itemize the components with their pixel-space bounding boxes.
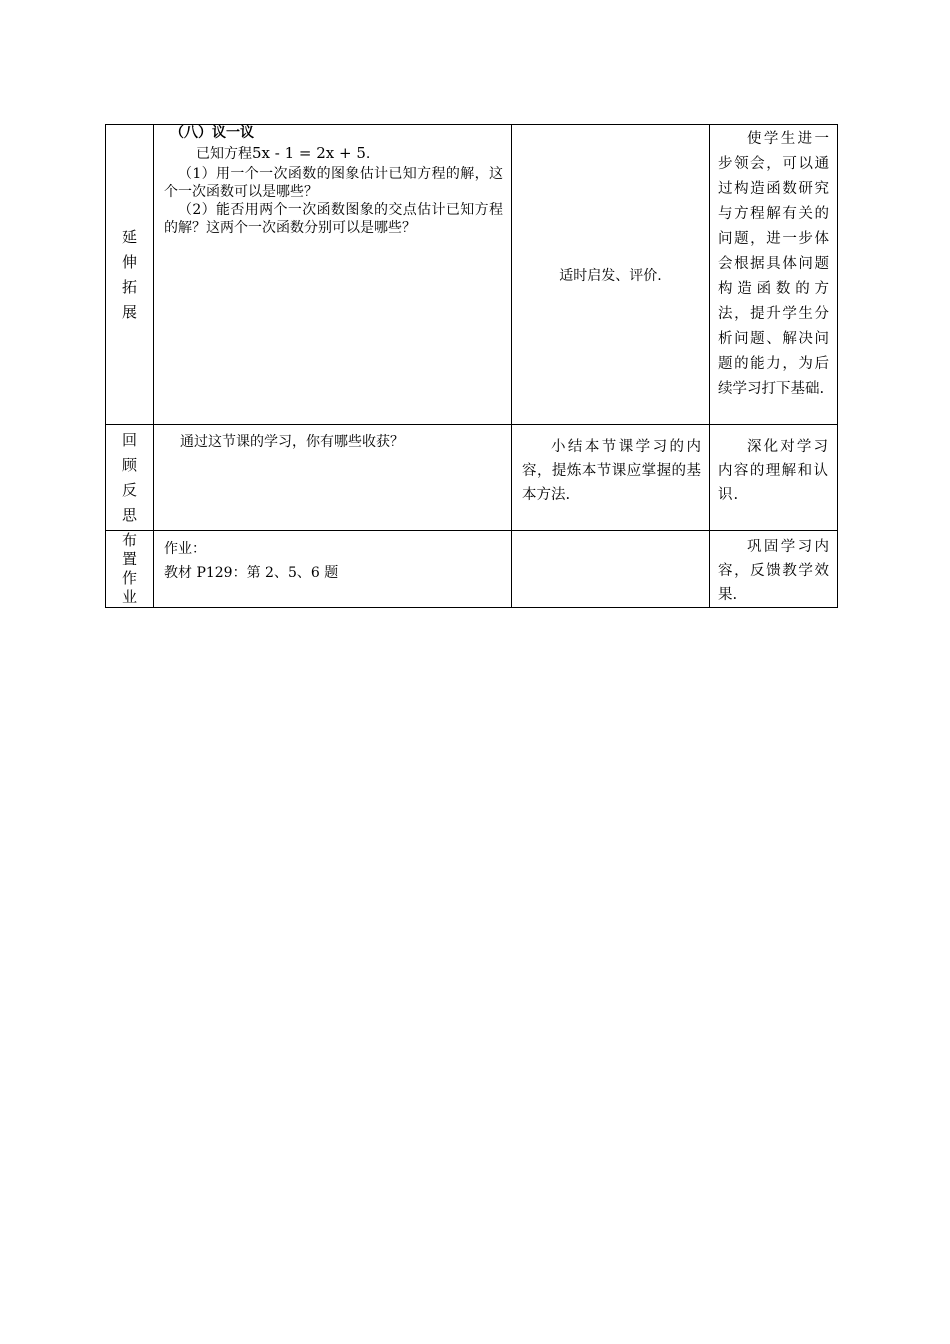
equation-suffix: . <box>365 146 371 162</box>
design-purpose-extension: 使学生进一步领会，可以通过构造函数研究与方程解有关的问题，进一步体会根据具体问题构造函数的方法，提升学生分析问题、解决问题的能力，为后续学习打下基础. <box>710 125 838 425</box>
stage-char: 回 <box>121 430 137 449</box>
stage-char: 顾 <box>121 455 137 474</box>
equation: 5x - 1 = 2x + 5 <box>252 144 366 162</box>
homework-detail: 教材 P129：第 2、5、6 题 <box>164 565 339 581</box>
stage-char: 作 <box>121 569 137 587</box>
design-purpose-review: 深化对学习内容的理解和认识. <box>710 425 838 531</box>
equation-line <box>164 142 503 165</box>
teacher-activity-homework <box>512 531 710 608</box>
table-row-homework <box>106 531 838 608</box>
section-heading: （八）议一议 <box>170 125 254 141</box>
content-cell-extension <box>154 125 512 425</box>
stage-cell-homework <box>106 531 154 608</box>
stage-char: 反 <box>121 480 137 499</box>
stage-char: 思 <box>121 505 137 524</box>
homework-label: 作业： <box>164 541 206 557</box>
table-row-extension <box>106 125 838 425</box>
question-2: （2）能否用两个一次函数图象的交点估计已知方程的解？这两个一次函数分别可以是哪些？ <box>164 202 503 236</box>
stage-char: 展 <box>121 302 137 321</box>
content-cell-homework <box>154 531 512 608</box>
stage-char: 拓 <box>121 277 137 296</box>
stage-char: 布 <box>121 531 137 549</box>
teacher-activity-review: 小结本节课学习的内容，提炼本节课应掌握的基本方法. <box>512 425 710 531</box>
teacher-activity-extension: 适时启发、评价. <box>512 125 710 425</box>
equation-prefix: 已知方程 <box>196 146 252 162</box>
design-purpose-homework: 巩固学习内容，反馈教学效果. <box>710 531 838 608</box>
stage-cell-extension <box>106 125 154 425</box>
stage-char: 业 <box>121 588 137 606</box>
table-row-review <box>106 425 838 531</box>
question-1: （1）用一个一次函数的图象估计已知方程的解，这个一次函数可以是哪些？ <box>164 166 503 200</box>
stage-char: 伸 <box>121 252 137 271</box>
content-cell-review: 通过这节课的学习，你有哪些收获？ <box>154 425 512 531</box>
stage-char: 置 <box>121 550 137 568</box>
stage-char: 延 <box>121 227 137 246</box>
lesson-plan-table <box>105 124 838 608</box>
stage-cell-review <box>106 425 154 531</box>
